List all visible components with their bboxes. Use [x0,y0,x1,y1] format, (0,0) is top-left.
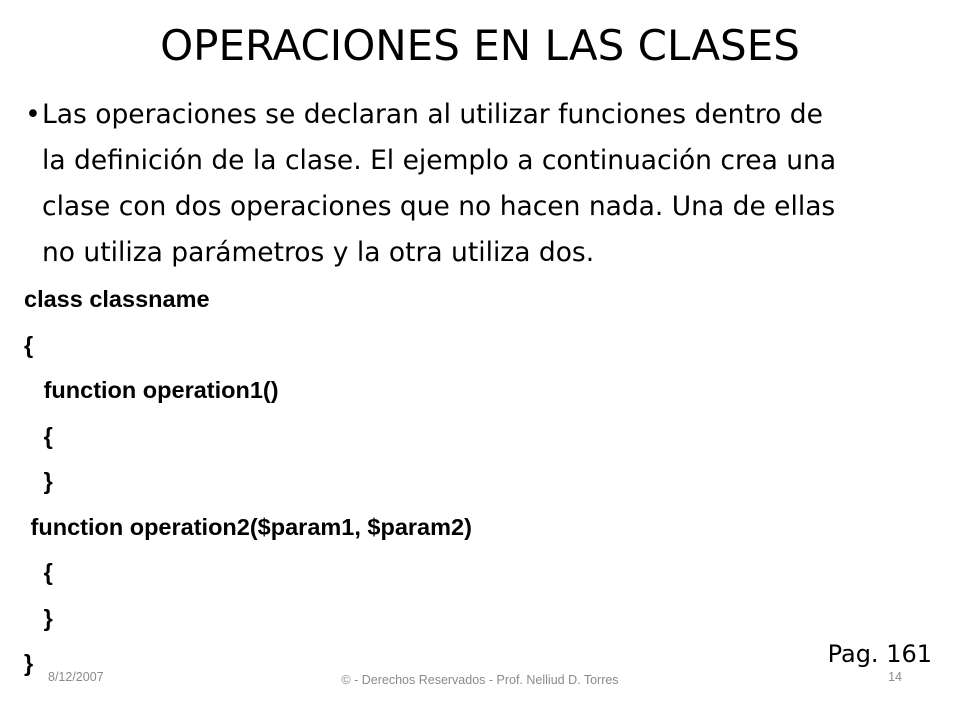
code-line: } [24,468,53,494]
code-line: } [24,604,53,631]
page-reference: Pag. 161 [827,640,932,668]
code-line: function operation2($param1, $param2) [24,513,472,540]
code-line: } [24,650,34,676]
code-line: function operation1() [24,377,279,403]
code-line: class classname [24,286,210,312]
bullet-text [42,92,954,276]
bullet-icon: • [25,99,41,130]
bullet-line: Las operaciones se declaran al utilizar funciones dentro de [42,99,823,130]
footer-date: 8/12/2007 [48,670,104,684]
code-line: { [24,331,34,358]
code-line: { [24,422,53,449]
bullet-point [24,92,954,276]
bullet-line: clase con dos operaciones que no hacen nada. Una de ellas [42,191,836,222]
code-block [24,277,472,687]
footer-slide-number: 14 [888,670,902,684]
code-line: { [24,559,53,585]
slide-title: OPERACIONES EN LAS CLASES [160,21,800,70]
bullet-line: la definición de la clase. El ejemplo a continuación crea una [42,145,837,176]
footer-copyright: © - Derechos Reservados - Prof. Nelliud D. Torres [341,673,619,687]
bullet-line: no utiliza parámetros y la otra utiliza dos. [42,237,595,268]
